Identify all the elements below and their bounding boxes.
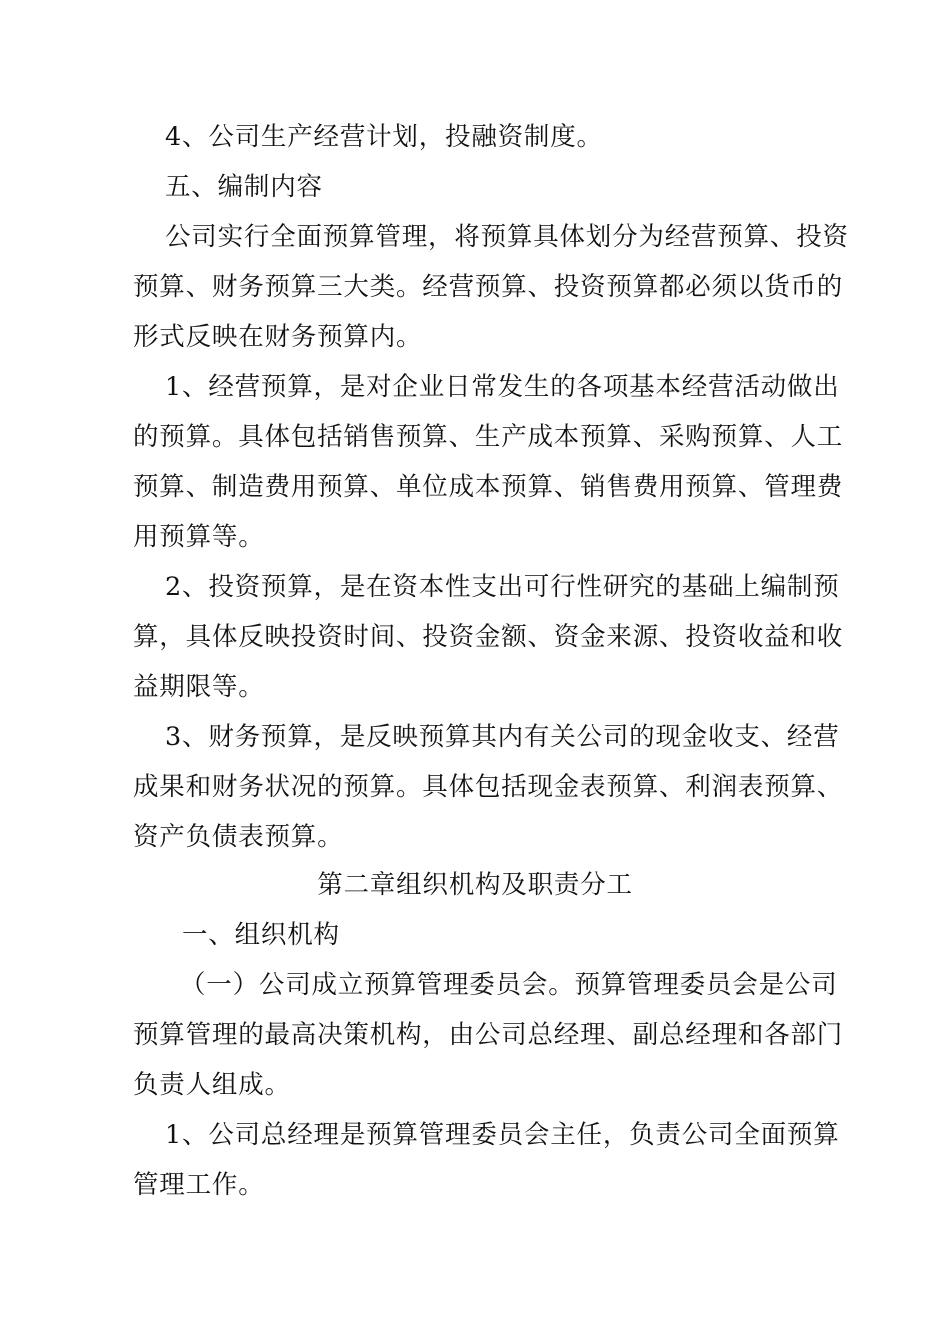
section-heading: 一、组织机构 [182,920,340,950]
paragraph-line: 资产负债表预算。 [133,822,344,852]
paragraph-line: 成果和财务状况的预算。具体包括现金表预算、利润表预算、 [133,772,844,802]
paragraph-line: 4、公司生产经营计划，投融资制度。 [165,122,603,152]
paragraph-line: 预算、制造费用预算、单位成本预算、销售费用预算、管理费 [133,472,844,502]
section-heading: 五、编制内容 [165,172,323,202]
paragraph-line: 管理工作。 [133,1170,265,1200]
paragraph-line: 用预算等。 [133,522,265,552]
paragraph-line: 的预算。具体包括销售预算、生产成本预算、采购预算、人工 [133,422,844,452]
chapter-title: 第二章组织机构及职责分工 [317,870,633,900]
paragraph-line: 公司实行全面预算管理，将预算具体划分为经营预算、投资 [165,222,849,252]
paragraph-line: 1、公司总经理是预算管理委员会主任，负责公司全面预算 [165,1120,840,1150]
paragraph-line: 2、投资预算，是在资本性支出可行性研究的基础上编制预 [165,572,840,602]
paragraph-line: （一）公司成立预算管理委员会。预算管理委员会是公司 [180,970,838,1000]
paragraph-line: 益期限等。 [133,672,265,702]
paragraph-line: 算，具体反映投资时间、投资金额、资金来源、投资收益和收 [133,622,844,652]
paragraph-line: 1、经营预算，是对企业日常发生的各项基本经营活动做出 [165,372,840,402]
paragraph-line: 负责人组成。 [133,1070,291,1100]
paragraph-line: 3、财务预算，是反映预算其内有关公司的现金收支、经营 [165,722,840,752]
paragraph-line: 预算管理的最高决策机构，由公司总经理、副总经理和各部门 [133,1020,844,1050]
paragraph-line: 预算、财务预算三大类。经营预算、投资预算都必须以货币的 [133,272,844,302]
paragraph-line: 形式反映在财务预算内。 [133,322,423,352]
